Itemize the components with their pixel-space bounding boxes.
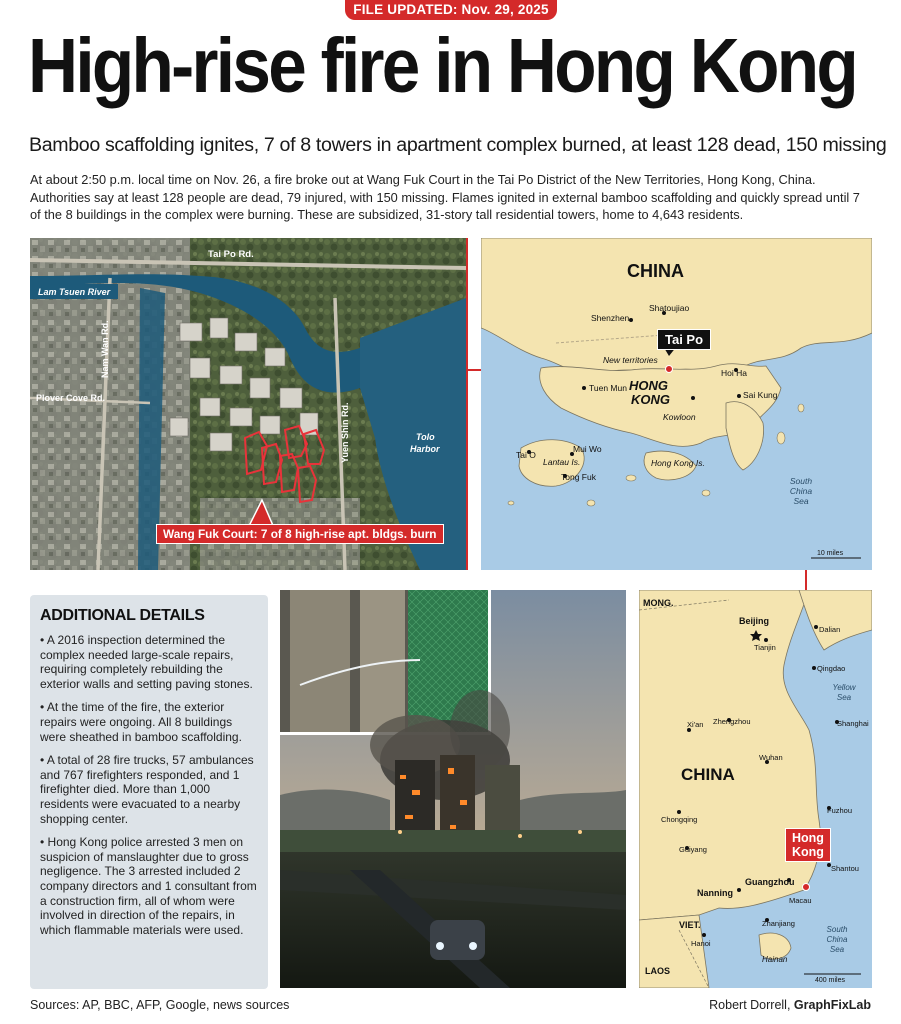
china-map-scale: 400 miles (815, 977, 845, 984)
place-mui-wo: Mui Wo (573, 444, 602, 454)
credit-name: Robert Dorrell, (709, 998, 794, 1012)
china-map-panel (639, 590, 872, 988)
china-map-xian: Xi'an (687, 720, 704, 729)
hk-region-label-line1: HONG (629, 378, 668, 393)
china-map-qingdao: Qingdao (817, 664, 846, 673)
hk-map-country-label: CHINA (627, 261, 684, 281)
satellite-map (30, 238, 466, 570)
place-tai-o: Tai O (516, 450, 536, 460)
additional-details-box (30, 595, 268, 989)
connector-line-right-edge (466, 238, 468, 570)
hong-kong-map-panel (481, 238, 872, 570)
label-tolo-harbor-line2: Harbor (410, 444, 440, 454)
china-map-country-label: CHINA (681, 765, 735, 784)
satellite-image-panel (30, 238, 466, 570)
china-map (639, 590, 872, 988)
china-map-beijing: Beijing (739, 616, 770, 626)
details-list (40, 633, 258, 937)
file-updated-badge: FILE UPDATED: Nov. 29, 2025 (345, 0, 557, 20)
tai-po-callout: Tai Po (657, 329, 711, 350)
china-map-viet: VIET. (679, 920, 701, 930)
place-shatoujiao: Shatoujiao (649, 303, 690, 313)
china-map-zhanjiang: Zhanjiang (762, 919, 795, 928)
china-map-zhengzhou: Zhengzhou (713, 717, 751, 726)
china-map-south-china-sea-3: Sea (829, 945, 845, 954)
label-nam-wan-rd: Nam Wan Rd. (100, 320, 110, 378)
place-lantau-is: Lantau Is. (543, 457, 581, 467)
place-shenzhen: Shenzhen (591, 313, 630, 323)
china-map-mong: MONG. (643, 598, 674, 608)
label-plover-cove-rd: Plover Cove Rd. (36, 393, 106, 403)
china-map-shanghai: Shanghai (837, 719, 869, 728)
china-map-wuhan: Wuhan (759, 753, 783, 762)
label-tai-po-rd: Tai Po Rd. (208, 249, 254, 260)
china-map-fuzhou: Fuzhou (827, 806, 853, 815)
china-map-dalian: Dalian (819, 625, 841, 634)
china-map-yellow-sea-2: Sea (836, 693, 852, 702)
hong-kong-callout-line1: Hong (792, 831, 824, 845)
details-title: ADDITIONAL DETAILS (40, 607, 205, 624)
place-south-china-sea-1: South (789, 476, 813, 486)
intro-paragraph: At about 2:50 p.m. local time on Nov. 26, a fire broke out at Wang Fuk Court in the Tai Po District of the New Territories, Hong Kong, China. Authorities say at least 128 people are dead, 79 injured, with 150 missing. Flames ignited in external bamboo scaffolding and quickly spread until 7 of the 8 buildings in the complex were burning. These are subsidized, 31-story tall residential towers, home to 4,643 residents. (30, 172, 860, 223)
details-item: • At the time of the fire, the exterior repairs were ongoing. All 8 buildings were sheathed in bamboo scaffolding. (40, 700, 242, 744)
place-kowloon: Kowloon (663, 412, 696, 422)
china-map-macau: Macau (789, 896, 812, 905)
credit-org: GraphFixLab (793, 998, 871, 1012)
label-tolo-harbor-line1: Tolo (416, 432, 435, 442)
hk-region-label-line2: KONG (631, 392, 670, 407)
place-south-china-sea-2: China (789, 486, 813, 496)
hong-kong-map (481, 238, 872, 570)
china-map-chongqing: Chongqing (661, 815, 698, 824)
china-map-south-china-sea-1: South (826, 925, 848, 934)
details-item: • Hong Kong police arrested 3 men on suspicion of manslaughter due to gross negligence. The 3 arrested included 2 company directors and 1 consultant from a construction firm, all of whom were involved in direction of the repairs, in which flammable materials were used. (40, 835, 257, 937)
credit-line (709, 998, 871, 1012)
china-map-hainan: Hainan (762, 955, 788, 964)
china-map-yellow-sea-1: Yellow (832, 683, 856, 692)
label-yuen-shin-rd: Yuen Shin Rd. (340, 402, 350, 463)
place-south-china-sea-3: Sea (793, 496, 809, 506)
fire-photo (280, 590, 626, 988)
china-map-guangzhou: Guangzhou (745, 877, 795, 887)
china-map-shantou: Shantou (831, 864, 859, 873)
hong-kong-callout-line2: Kong (792, 845, 824, 859)
china-map-guiyang: Guiyang (679, 845, 707, 854)
fire-photo-panel (280, 590, 626, 988)
hong-kong-callout (785, 828, 831, 862)
hk-map-scale: 10 miles (817, 550, 844, 557)
china-map-tianjin: Tianjin (754, 643, 776, 652)
china-map-south-china-sea-2: China (826, 935, 848, 944)
place-new-territories: New territories (603, 355, 658, 365)
place-sai-kung: Sai Kung (743, 390, 778, 400)
china-map-hanoi: Hanoi (691, 939, 711, 948)
place-tong-fuk: Tong Fuk (561, 472, 596, 482)
wang-fuk-court-callout: Wang Fuk Court: 7 of 8 high-rise apt. bldgs. burn (156, 524, 444, 544)
label-lam-tsuen-river: Lam Tsuen River (38, 287, 111, 297)
subheadline: Bamboo scaffolding ignites, 7 of 8 towers in apartment complex burned, at least 128 dead, 150 missing (29, 134, 887, 156)
china-map-laos: LAOS (645, 966, 671, 976)
sources-line: Sources: AP, BBC, AFP, Google, news sources (30, 998, 290, 1012)
place-hong-kong-is: Hong Kong Is. (651, 458, 705, 468)
details-item: • A 2016 inspection determined the complex needed large-scale repairs, requiring completely rebuilding the exterior walls and setting paving stones. (40, 633, 253, 691)
china-map-nanning: Nanning (697, 888, 733, 898)
details-item: • A total of 28 fire trucks, 57 ambulances and 767 firefighters responded, and 1 firefighter died. More than 1,000 residents were evacuated to a nearby shopping center. (40, 753, 254, 826)
place-hoi-ha: Hoi Ha (721, 368, 747, 378)
headline: High-rise fire in Hong Kong (28, 23, 856, 109)
place-tuen-mun: Tuen Mun (589, 383, 627, 393)
